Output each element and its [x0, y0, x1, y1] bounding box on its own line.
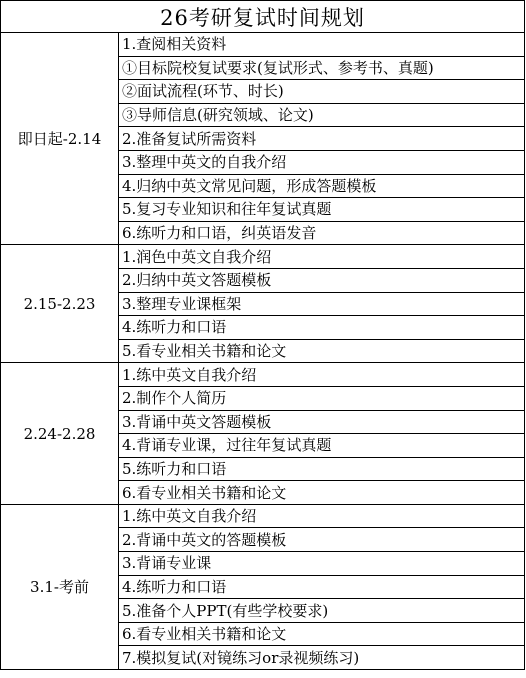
period-label: 2.15-2.23: [1, 245, 119, 363]
task-item: 4.练听力和口语: [119, 575, 525, 599]
task-item: 4.归纳中英文常见问题，形成答题模板: [119, 174, 525, 198]
task-item: 6.看专业相关书籍和论文: [119, 622, 525, 646]
task-item: ③导师信息(研究领域、论文): [119, 103, 525, 127]
period-label: 即日起-2.14: [1, 33, 119, 245]
task-item: 2.制作个人简历: [119, 386, 525, 410]
task-item: 3.整理专业课框架: [119, 292, 525, 316]
task-item: 5.看专业相关书籍和论文: [119, 339, 525, 363]
schedule-row: [1, 363, 525, 387]
task-item: ②面试流程(环节、时长): [119, 80, 525, 104]
task-item: 7.模拟复试(对镜练习or录视频练习): [119, 646, 525, 670]
task-item: 6.看专业相关书籍和论文: [119, 481, 525, 505]
page-title: 26考研复试时间规划: [1, 1, 525, 33]
task-item: 6.练听力和口语，纠英语发音: [119, 221, 525, 245]
title-row: [1, 1, 525, 33]
task-item: 5.准备个人PPT(有些学校要求): [119, 599, 525, 623]
task-item: 4.背诵专业课，过往年复试真题: [119, 434, 525, 458]
task-item: 5.练听力和口语: [119, 457, 525, 481]
period-label: 3.1-考前: [1, 504, 119, 669]
schedule-row: [1, 504, 525, 528]
period-label: 2.24-2.28: [1, 363, 119, 505]
task-item: 3.背诵专业课: [119, 552, 525, 576]
task-item: 1.润色中英文自我介绍: [119, 245, 525, 269]
schedule-row: [1, 33, 525, 57]
task-item: 1.查阅相关资料: [119, 33, 525, 57]
task-item: 1.练中英文自我介绍: [119, 504, 525, 528]
task-item: 2.背诵中英文的答题模板: [119, 528, 525, 552]
schedule-row: [1, 245, 525, 269]
task-item: 4.练听力和口语: [119, 316, 525, 340]
task-item: ①目标院校复试要求(复试形式、参考书、真题): [119, 56, 525, 80]
task-item: 2.归纳中英文答题模板: [119, 268, 525, 292]
task-item: 2.准备复试所需资料: [119, 127, 525, 151]
task-item: 3.整理中英文的自我介绍: [119, 150, 525, 174]
task-item: 5.复习专业知识和往年复试真题: [119, 198, 525, 222]
task-item: 1.练中英文自我介绍: [119, 363, 525, 387]
task-item: 3.背诵中英文答题模板: [119, 410, 525, 434]
